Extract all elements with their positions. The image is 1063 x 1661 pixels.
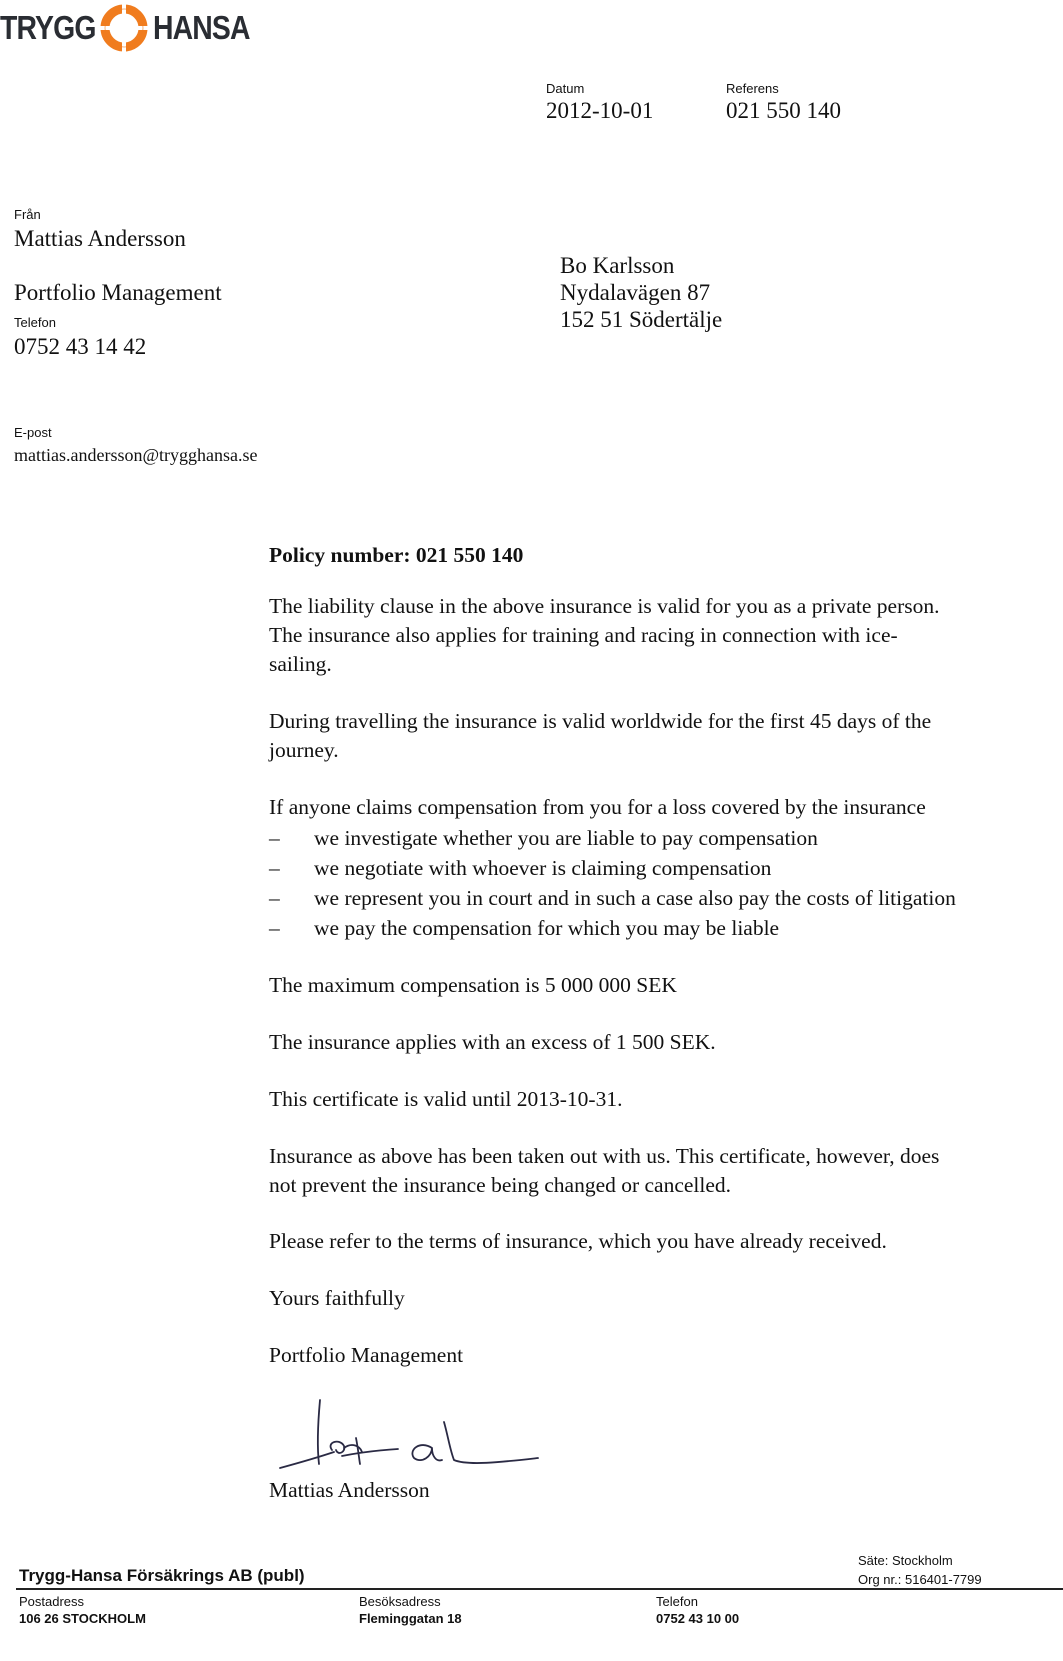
signatory (269, 1476, 1059, 1505)
postal-value: 106 26 STOCKHOLM (19, 1611, 146, 1626)
excess-text: The insurance applies with an excess of 1 500 SEK. (269, 1030, 716, 1054)
paragraph-line: sailing. (269, 652, 332, 676)
reference-label: Referens (726, 81, 779, 96)
date-value: 2012-10-01 (546, 98, 654, 123)
footer-seat (858, 1553, 953, 1568)
date-label: Datum (546, 81, 585, 96)
bullet-text: we pay the compensation for which you may be liable (314, 916, 780, 940)
list-item (269, 884, 956, 913)
logo-word-right: HANSA (153, 9, 250, 46)
org-value: 516401-7799 (904, 1572, 982, 1587)
sender-phone-label: Telefon (14, 315, 56, 330)
claims-bullet-list (269, 824, 1059, 948)
footer-company-name: Trygg-Hansa Försäkrings AB (publ) (19, 1566, 305, 1585)
validity-text: This certificate is valid until 2013-10-31. (269, 1087, 623, 1111)
paragraph-excess (269, 1028, 1059, 1057)
company-logo (0, 6, 265, 50)
sender-email: mattias.andersson@trygghansa.se (14, 445, 258, 465)
footer-phone-value: 0752 43 10 00 (656, 1611, 740, 1626)
closing (269, 1284, 1059, 1313)
list-item (269, 824, 818, 853)
paragraph-terms (269, 1227, 1059, 1256)
logo-word-left: TRYGG (0, 9, 96, 46)
terms-text: Please refer to the terms of insurance, which you have already received. (269, 1229, 887, 1253)
handwritten-signature (272, 1392, 552, 1482)
signatory-name: Mattias Andersson (269, 1478, 430, 1502)
bullet-text: we represent you in court and in such a case also pay the costs of litigation (314, 886, 956, 910)
reference-value: 021 550 140 (726, 98, 841, 123)
bullet-dash: – (269, 916, 280, 940)
paragraph-line: journey. (269, 738, 339, 762)
paragraph-notice (269, 1142, 1059, 1200)
list-item (269, 914, 779, 943)
paragraph-line: During travelling the insurance is valid worldwide for the first 45 days of the (269, 709, 932, 733)
recipient-city: 152 51 Södertälje (560, 307, 723, 332)
recipient-name: Bo Karlsson (560, 253, 675, 278)
policy-number (269, 541, 1059, 570)
seat-value: Stockholm (891, 1553, 953, 1568)
bullet-text: we investigate whether you are liable to pay compensation (314, 826, 818, 850)
visit-value: Fleminggatan 18 (359, 1611, 462, 1626)
paragraph-liability (269, 592, 1059, 679)
closing-department-text: Portfolio Management (269, 1343, 464, 1367)
paragraph-line: not prevent the insurance being changed or cancelled. (269, 1173, 732, 1197)
bullet-dash: – (269, 856, 280, 880)
recipient-street: Nydalavägen 87 (560, 280, 711, 305)
sender-department: Portfolio Management (14, 280, 222, 305)
footer-divider (16, 1588, 1063, 1590)
paragraph-line: The insurance also applies for training and racing in connection with ice- (269, 623, 898, 647)
sender-phone: 0752 43 14 42 (14, 334, 147, 359)
list-item (269, 854, 771, 883)
paragraph-line: Insurance as above has been taken out with us. This certificate, however, does (269, 1144, 940, 1168)
bullet-dash: – (269, 886, 280, 910)
paragraph-validity (269, 1085, 1059, 1114)
closing-department (269, 1341, 1059, 1370)
email-label: E-post (14, 425, 52, 440)
postal-label: Postadress (19, 1594, 85, 1609)
bullet-dash: – (269, 826, 280, 850)
policy-number-text: Policy number: 021 550 140 (269, 543, 524, 567)
closing-text: Yours faithfully (269, 1286, 405, 1310)
footer-phone-label: Telefon (656, 1594, 698, 1609)
max-compensation-text: The maximum compensation is 5 000 000 SEK (269, 973, 677, 997)
sender-name: Mattias Andersson (14, 226, 186, 251)
paragraph-max-compensation (269, 971, 1059, 1000)
footer-org-number (858, 1572, 982, 1587)
paragraph-claims-intro (269, 793, 1059, 822)
visit-label: Besöksadress (359, 1594, 441, 1609)
claims-intro-text: If anyone claims compensation from you for a loss covered by the insurance (269, 795, 926, 819)
from-label: Från (14, 207, 41, 222)
bullet-text: we negotiate with whoever is claiming compensation (314, 856, 772, 880)
seat-label: Säte: (858, 1553, 889, 1568)
paragraph-line: The liability clause in the above insurance is valid for you as a private person. (269, 594, 940, 618)
org-label: Org nr.: (858, 1572, 902, 1587)
paragraph-travel (269, 707, 1059, 765)
lifebuoy-icon (99, 3, 149, 53)
